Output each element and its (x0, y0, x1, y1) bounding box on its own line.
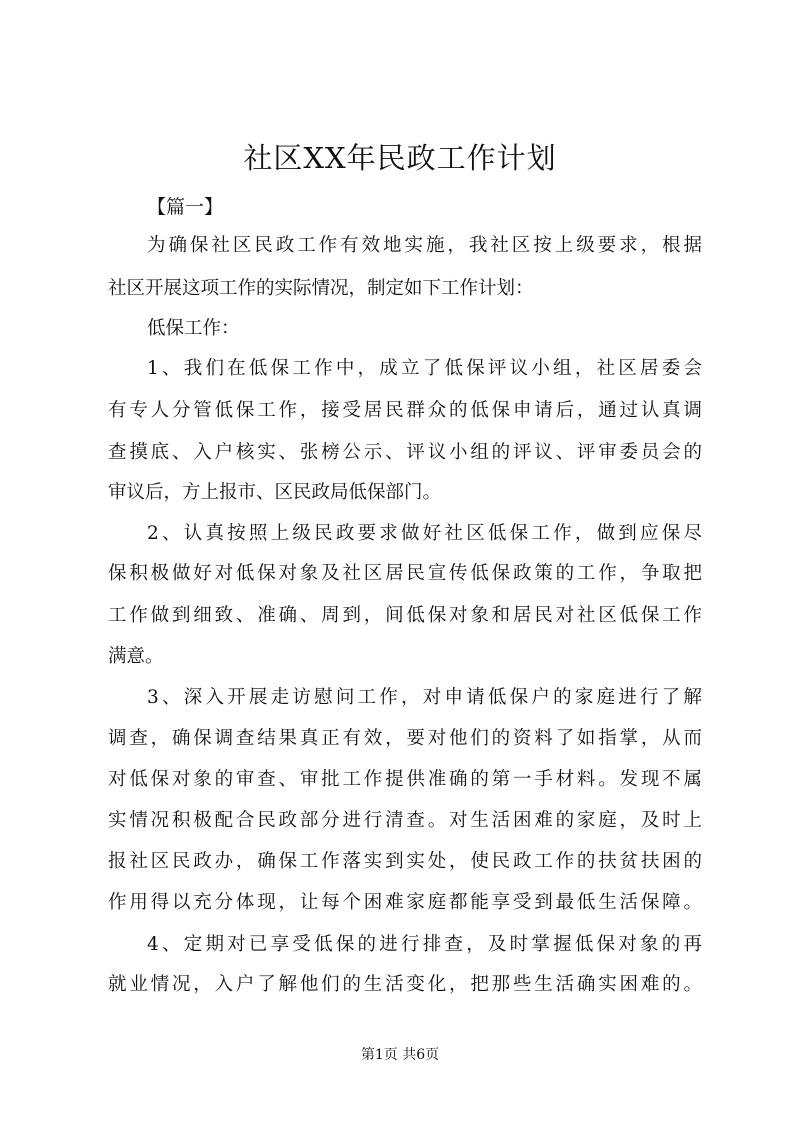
text-line: 有专人分管低保工作，接受居民群众的低保申请后，通过认真调 (108, 400, 702, 421)
text-line: 2、认真按照上级民政要求做好社区低保工作，做到应保尽 (147, 523, 702, 544)
text-line: 社区开展这项工作的实际情况，制定如下工作计划： (108, 278, 534, 299)
text-line: 作用得以充分体现，让每个困难家庭都能享受到最低生活保障。 (108, 892, 702, 913)
text-line: 满意。 (108, 646, 164, 667)
text-line: 报社区民政办，确保工作落实到实处，使民政工作的扶贫扶困的 (108, 851, 702, 872)
page-number-footer: 第1页 共6页 (360, 1047, 440, 1063)
text-line: 1、我们在低保工作中，成立了低保评议小组，社区居委会 (147, 358, 702, 379)
document-title: 社区XX年民政工作计划 (243, 141, 557, 175)
text-line: 对低保对象的审查、审批工作提供准确的第一手材料。发现不属 (108, 769, 702, 790)
text-line: 实情况积极配合民政部分进行清查。对生活困难的家庭，及时上 (108, 810, 702, 831)
text-line: 查摸底、入户核实、张榜公示、评议小组的评议、评审委员会的 (108, 442, 702, 463)
text-line: 3、深入开展走访慰问工作，对申请低保户的家庭进行了解 (147, 687, 702, 708)
text-line: 调查，确保调查结果真正有效，要对他们的资料了如指掌，从而 (108, 728, 702, 749)
text-line: 4、定期对已享受低保的进行排查，及时掌握低保对象的再 (147, 934, 702, 955)
text-line: 审议后，方上报市、区民政局低保部门。 (108, 482, 442, 503)
text-line: 就业情况，入户了解他们的生活变化，把那些生活确实困难的。 (108, 974, 702, 995)
text-line: 为确保社区民政工作有效地实施，我社区按上级要求，根据 (147, 235, 702, 256)
text-line: 工作做到细致、准确、周到，间低保对象和居民对社区低保工作 (108, 605, 702, 626)
text-line: 保积极做好对低保对象及社区居民宣传低保政策的工作，争取把 (108, 563, 702, 584)
text-line: 低保工作： (147, 318, 240, 339)
section-label: 【篇一】 (147, 196, 224, 218)
